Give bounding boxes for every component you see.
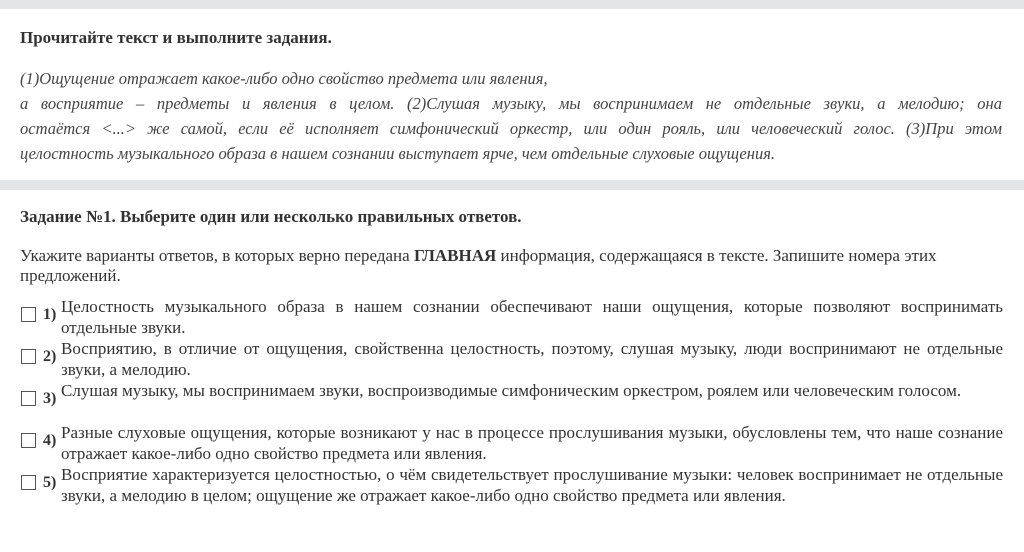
section-divider xyxy=(0,180,1024,190)
answer-number: 3) xyxy=(43,390,57,407)
reading-passage xyxy=(20,66,1002,166)
answer-option-5 xyxy=(20,464,1002,506)
answer-option-2 xyxy=(20,338,1002,380)
answer-text: Целостность музыкального образа в нашем сознании обеспечивают наши ощущения, которые позволяют воспринимать отдельные звуки. xyxy=(61,297,1003,337)
answer-number: 1) xyxy=(43,306,57,323)
answer-checkbox-3[interactable] xyxy=(21,391,36,406)
passage-line: а восприятие – предметы и явления в целом. (2)Слушая музыку, мы воспринимаем не отдельные звуки, а мелодию; она xyxy=(20,94,1002,113)
passage-line: целостность музыкального образа в нашем сознании выступает ярче, чем отдельные слуховые ощущения. xyxy=(20,144,775,163)
answer-number: 4) xyxy=(43,432,57,449)
task-prompt-start: Укажите варианты ответов, в которых верно передана xyxy=(20,246,414,265)
answer-text: Восприятие характеризуется целостностью, о чём свидетельствует прослушивание музыки: человек воспринимает не отдельные звуки, а мелодию в целом; ощущение же отражает какое-либо одно свойство предмета или явления. xyxy=(61,465,1003,505)
answer-checkbox-5[interactable] xyxy=(21,475,36,490)
passage-line: (1)Ощущение отражает какое-либо одно свойство предмета или явления, xyxy=(20,69,548,88)
answer-checkbox-2[interactable] xyxy=(21,349,36,364)
answer-number: 5) xyxy=(43,474,57,491)
answer-checkbox-4[interactable] xyxy=(21,433,36,448)
answer-option-4 xyxy=(20,422,1002,464)
answer-text: Разные слуховые ощущения, которые возникают у нас в процессе прослушивания музыки, обусловлены тем, что наше сознание отражает какое-либо одно свойство предмета или явления. xyxy=(61,423,1003,463)
task-prompt-emphasis: ГЛАВНАЯ xyxy=(413,246,497,265)
task-prompt xyxy=(20,246,1002,286)
passage-line: остаётся <...> же самой, если её исполняет симфонический оркестр, или один рояль, или человеческий голос. (3)При этом xyxy=(20,119,1002,138)
answer-option-3 xyxy=(20,380,1002,422)
answer-number: 2) xyxy=(43,348,57,365)
task-prompt-end: информация, содержащаяся в тексте. Запишите номера этих предложений. xyxy=(20,246,937,285)
answer-checkbox-1[interactable] xyxy=(21,307,36,322)
answer-option-1 xyxy=(20,296,1002,338)
top-divider xyxy=(0,0,1024,9)
reading-instruction: Прочитайте текст и выполните задания. xyxy=(20,28,332,47)
answer-options xyxy=(20,296,1002,506)
reading-section xyxy=(20,28,1002,166)
answer-text: Слушая музыку, мы воспринимаем звуки, воспроизводимые симфоническим оркестром, роялем или человеческим голосом. xyxy=(61,381,962,400)
answer-text: Восприятию, в отличие от ощущения, свойственна целостность, поэтому, слушая музыку, люди воспринимают не отдельные звуки, а мелодию. xyxy=(61,339,1003,379)
task-section xyxy=(20,207,1002,506)
task-title: Задание №1. Выберите один или несколько правильных ответов. xyxy=(20,207,522,226)
